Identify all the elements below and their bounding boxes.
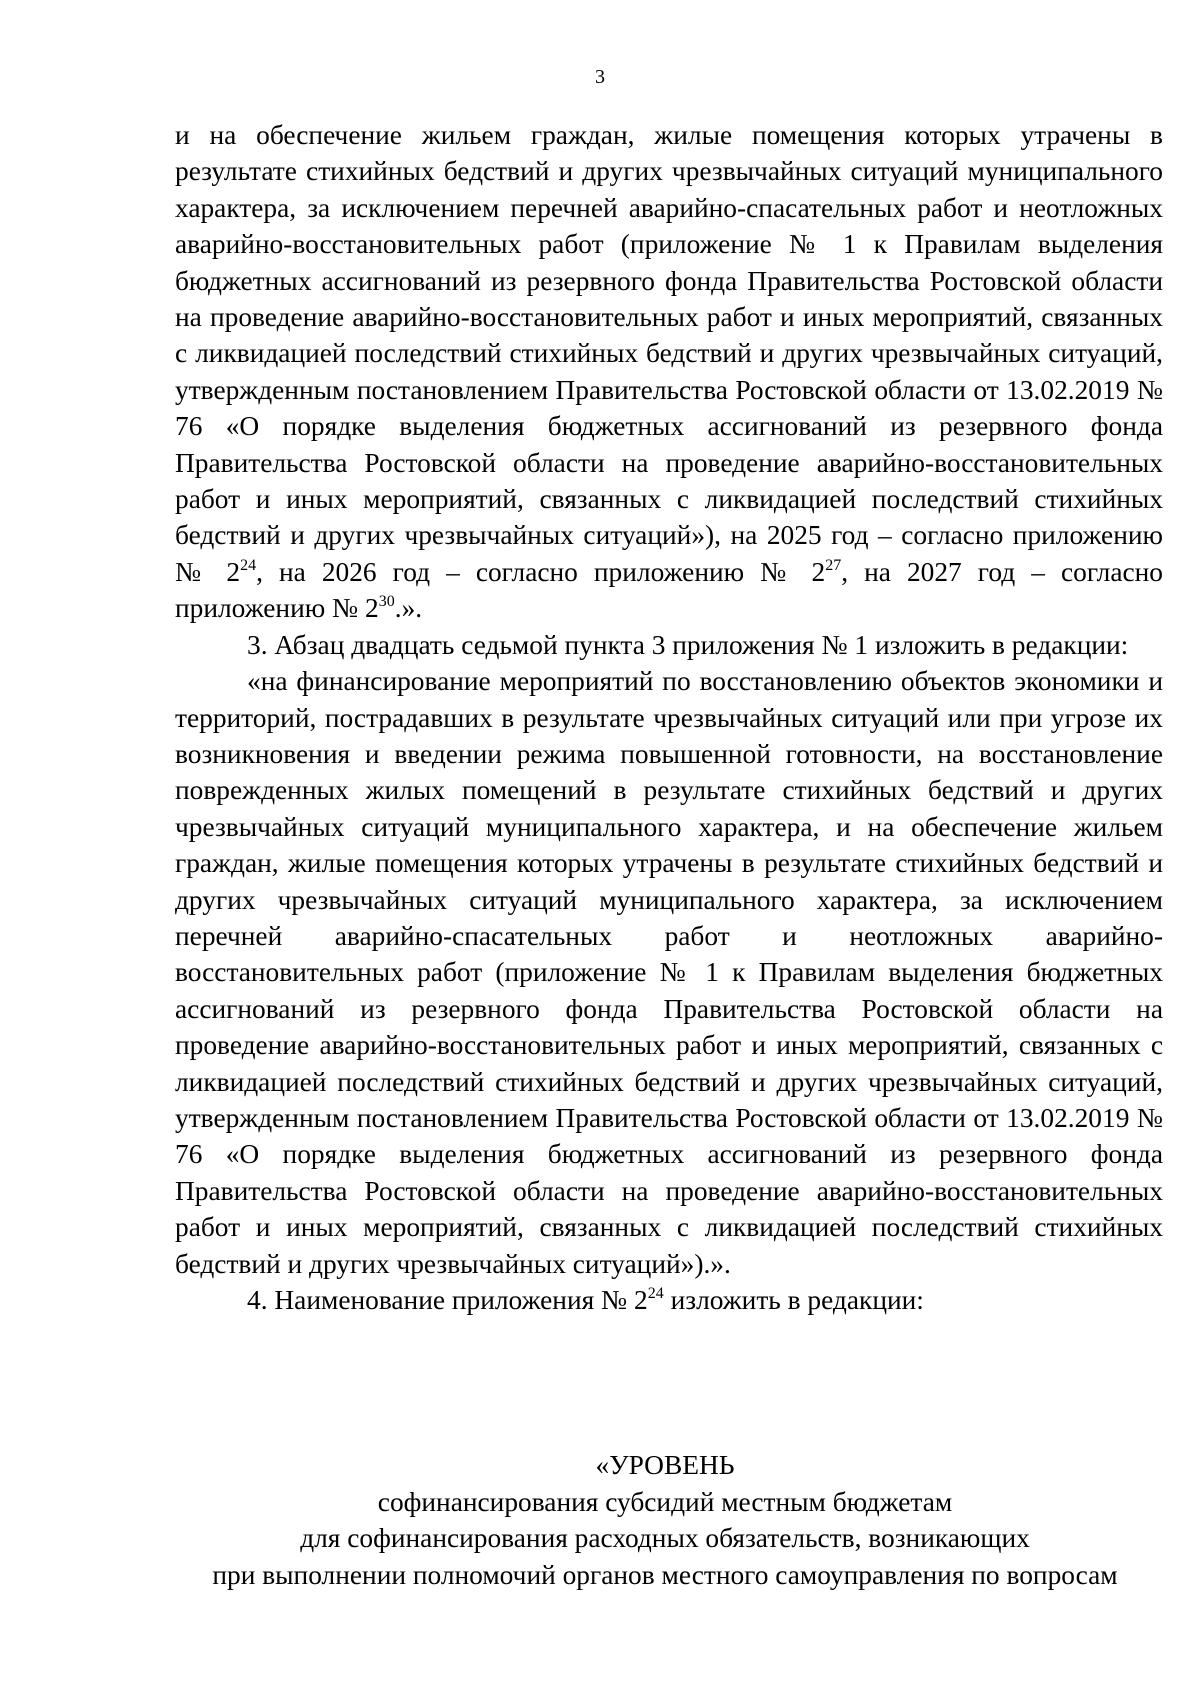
title-line: для софинансирования расходных обязательств, возникающих (300, 1523, 1030, 1554)
paragraph-text: и на обеспечение жильем граждан, жилые помещения которых утрачены в результате стихийных бедствий и других чрезвычайных ситуаций муниципального характера, за исключением перечней аварийно-спасательных работ и неотложных аварийно-восстановительных работ (приложение № 1 к Правилам выделения бюджетных ассигнований из резервного фонда Правительства Ростовской области на проведение аварийно-восстановительных работ и иных мероприятий, связанных с ликвидацией последствий стихийных бедствий и других чрезвычайных ситуаций, утвержденным постановлением Правительства Ростовской области от 13.02.2019 № 76 «О порядке выделения бюджетных ассигнований из резервного фонда Правительства Ростовской области на проведение аварийно-восстановительных работ и иных мероприятий, связанных с ликвидацией последствий стихийных бедствий и других чрезвычайных ситуаций»), на 2025 год – согласно приложению № 2 (175, 120, 1163, 587)
document-body (175, 117, 1163, 1318)
paragraph-item-3: 3. Абзац двадцать седьмой пункта 3 приложения № 1 изложить в редакции: (247, 629, 1129, 660)
paragraph-text: , на 2027 год – согласно приложению № 2 (175, 556, 1163, 624)
page-number: 3 (595, 66, 605, 88)
paragraph-text: .». (394, 593, 423, 624)
superscript: 24 (240, 556, 257, 574)
paragraph-text: , на 2026 год – согласно приложению № 2 (256, 556, 826, 587)
paragraph-continuation (175, 117, 1163, 627)
title-line: софинансирования субсидий местным бюджетам (377, 1486, 953, 1517)
superscript: 30 (378, 593, 395, 611)
paragraph-item-4 (175, 1282, 1163, 1318)
title-heading: «УРОВЕНЬ (595, 1450, 735, 1480)
title-line: при выполнении полномочий органов местного самоуправления по вопросам (212, 1559, 1118, 1590)
superscript: 27 (825, 556, 842, 574)
quoted-amendment-paragraph: «на финансирование мероприятий по восстановлению объектов экономики и территорий, пострадавших в результате чрезвычайных ситуаций или при угрозе их возникновения и введении режима повышенной готовности, на восстановление поврежденных жилых помещений в результате стихийных бедствий и других чрезвычайных ситуаций муниципального характера, и на обеспечение жильем граждан, жилые помещения которых утрачены в результате стихийных бедствий и других чрезвычайных ситуаций муниципального характера, за исключением перечней аварийно-спасательных работ и неотложных аварийно-восстановительных работ (приложение № 1 к Правилам выделения бюджетных ассигнований из резервного фонда Правительства Ростовской области на проведение аварийно-восстановительных работ и иных мероприятий, связанных с ликвидацией последствий стихийных бедствий и других чрезвычайных ситуаций, утвержденным постановлением Правительства Ростовской области от 13.02.2019 № 76 «О порядке выделения бюджетных ассигнований из резервного фонда Правительства Ростовской области на проведение аварийно-восстановительных работ и иных мероприятий, связанных с ликвидацией последствий стихийных бедствий и других чрезвычайных ситуаций»).». (175, 666, 1163, 1279)
paragraph-text: изложить в редакции: (663, 1285, 924, 1315)
appendix-title-block (150, 1447, 1180, 1593)
paragraph-text: 4. Наименование приложения № 2 (247, 1285, 648, 1315)
superscript: 24 (647, 1284, 664, 1302)
